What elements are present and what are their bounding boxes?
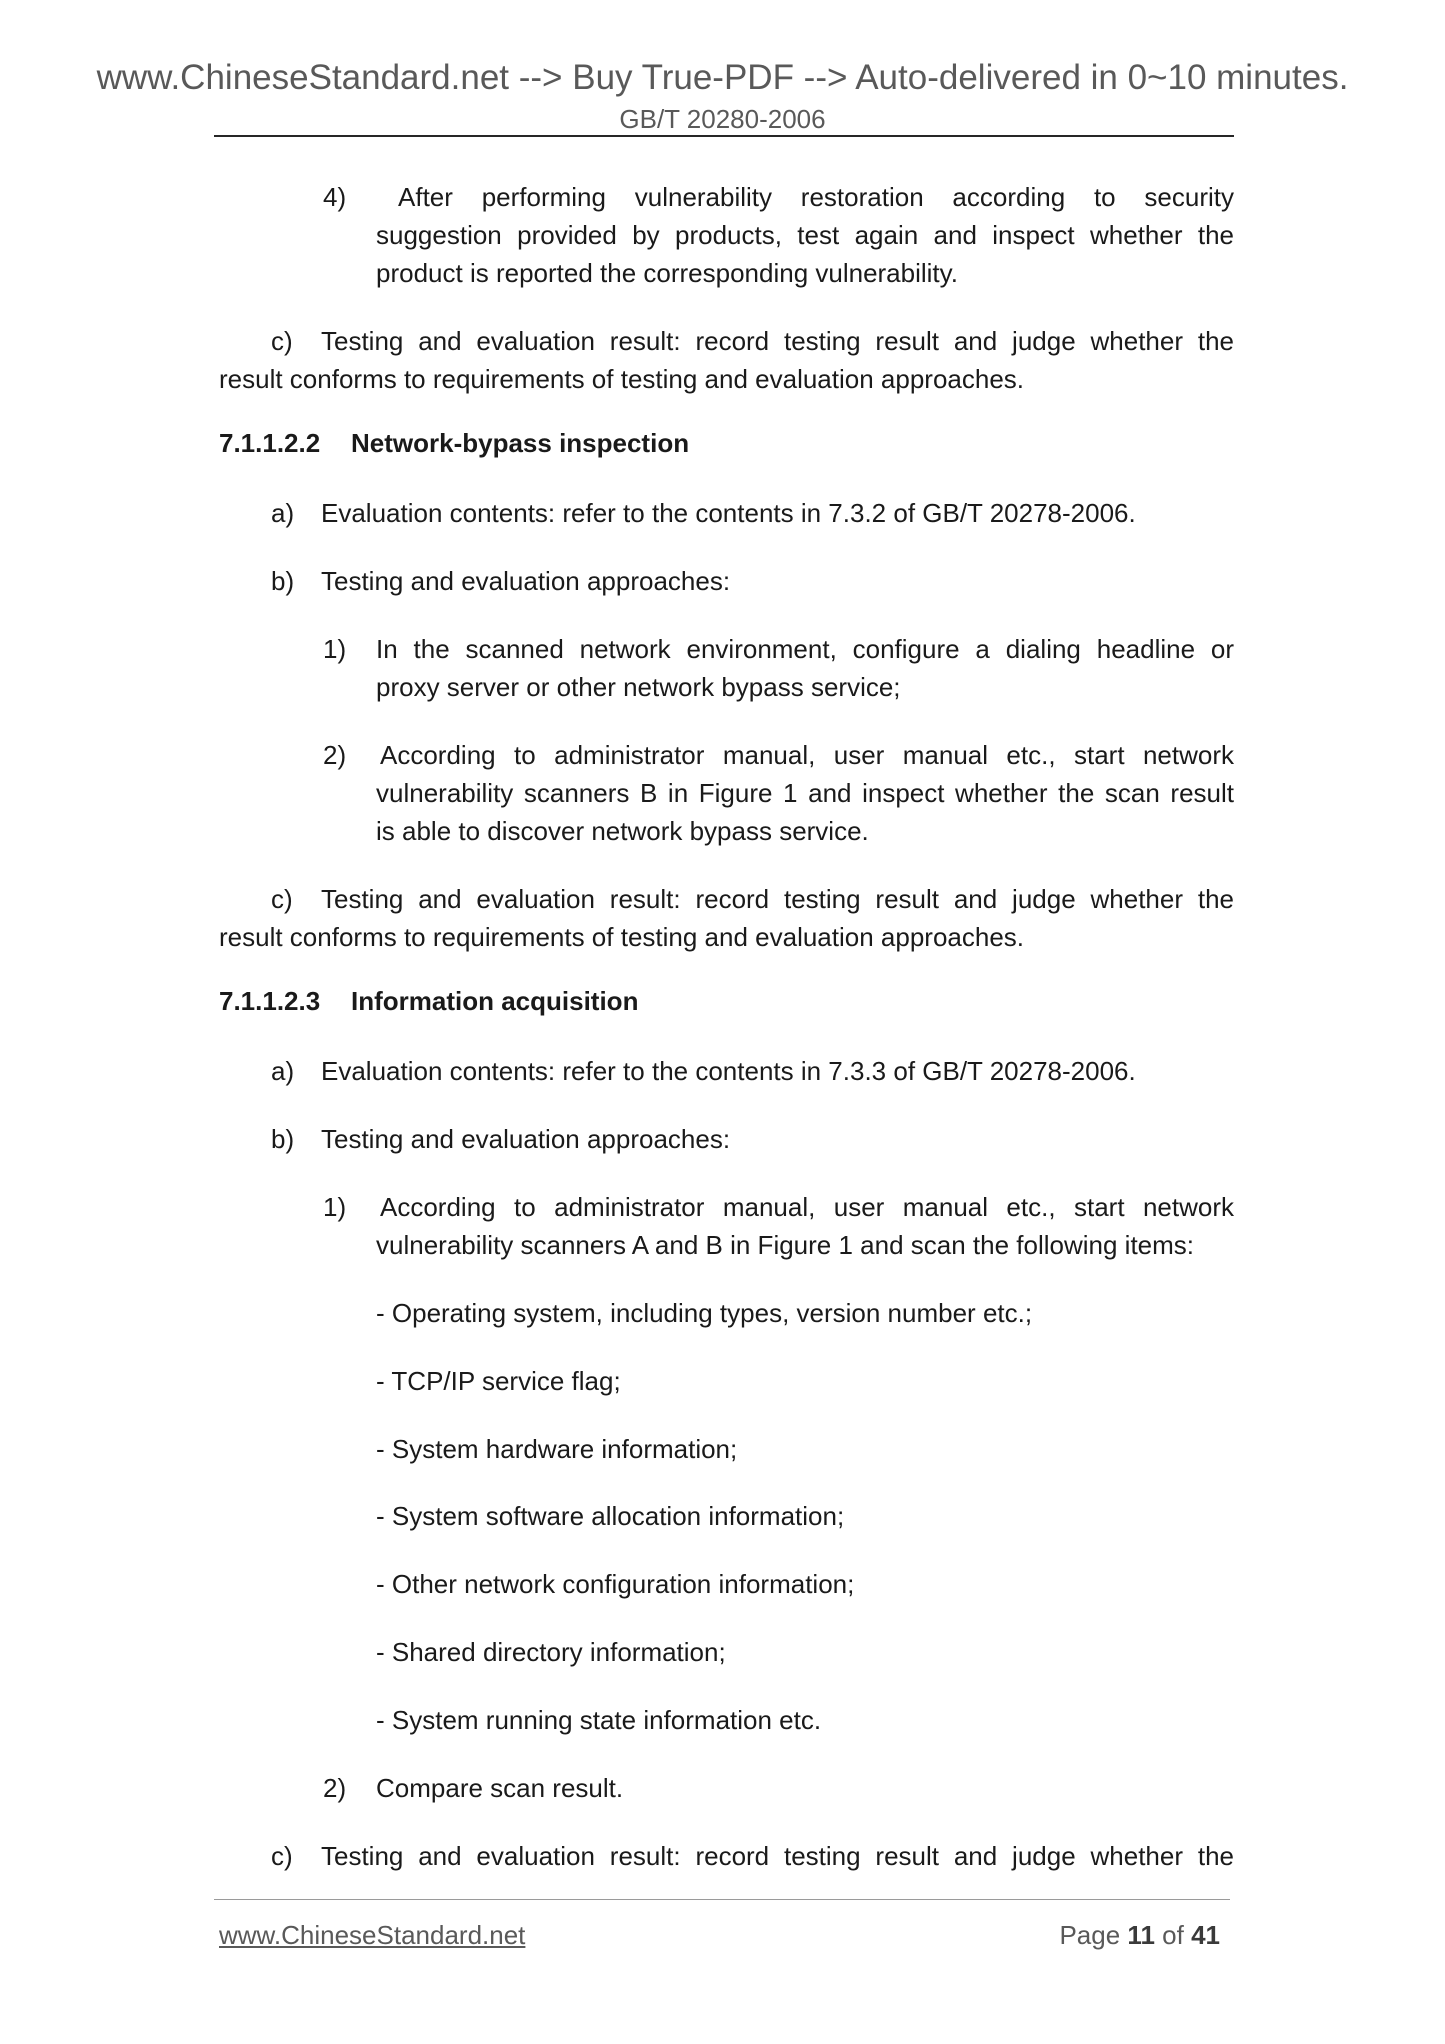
list-label: c) — [271, 884, 293, 914]
paragraph-line: Testing and evaluation approaches: — [321, 1124, 731, 1154]
paragraph-line: Testing and evaluation result: record testing result and judge whether the — [321, 326, 1234, 356]
bullet-item: - Operating system, including types, version number etc.; — [376, 1298, 1033, 1328]
paragraph-line: Evaluation contents: refer to the contents in 7.3.3 of GB/T 20278-2006. — [321, 1056, 1136, 1086]
list-label: c) — [271, 326, 293, 356]
section-heading — [219, 986, 638, 1017]
page-of: of — [1162, 1920, 1184, 1950]
bullet-item: - Shared directory information; — [376, 1637, 726, 1667]
paragraph-line: proxy server or other network bypass service; — [376, 672, 901, 702]
paragraph-line: vulnerability scanners B in Figure 1 and inspect whether the scan result — [376, 778, 1234, 808]
list-number: 2) — [323, 740, 347, 770]
paragraph-line: Evaluation contents: refer to the contents in 7.3.2 of GB/T 20278-2006. — [321, 498, 1136, 528]
paragraph-line: result conforms to requirements of testing and evaluation approaches. — [219, 364, 1025, 394]
header-banner[interactable]: www.ChineseStandard.net --> Buy True-PDF --> Auto-delivered in 0~10 minutes. — [96, 58, 1349, 97]
paragraph-line: result conforms to requirements of testing and evaluation approaches. — [219, 922, 1025, 952]
paragraph-line: is able to discover network bypass service. — [376, 816, 869, 846]
list-label: a) — [271, 498, 295, 528]
bullet-item: - Other network configuration information; — [376, 1569, 855, 1599]
list-label: b) — [271, 1124, 295, 1154]
list-number: 2) — [323, 1773, 347, 1803]
section-heading — [219, 428, 689, 459]
section-number: 7.1.1.2.2 — [219, 428, 321, 458]
paragraph-line: Testing and evaluation approaches: — [321, 566, 731, 596]
paragraph-line: Compare scan result. — [376, 1773, 624, 1803]
bullet-item: - System hardware information; — [376, 1434, 738, 1464]
list-label: a) — [271, 1056, 295, 1086]
bullet-item: - System running state information etc. — [376, 1705, 822, 1735]
paragraph-line: Testing and evaluation result: record testing result and judge whether the — [321, 884, 1234, 914]
paragraph-line: Testing and evaluation result: record testing result and judge whether the — [321, 1841, 1234, 1871]
page-total: 41 — [1191, 1920, 1220, 1950]
list-number: 1) — [323, 1192, 347, 1222]
section-number: 7.1.1.2.3 — [219, 986, 321, 1016]
paragraph-line: vulnerability scanners A and B in Figure 1 and scan the following items: — [376, 1230, 1195, 1260]
paragraph-line: According to administrator manual, user manual etc., start network — [380, 1192, 1234, 1222]
standard-number: GB/T 20280-2006 — [619, 104, 826, 134]
list-label: b) — [271, 566, 295, 596]
bullet-item: - System software allocation information; — [376, 1501, 845, 1531]
paragraph-line: According to administrator manual, user manual etc., start network — [380, 740, 1234, 770]
list-label: c) — [271, 1841, 293, 1871]
paragraph-line: product is reported the corresponding vulnerability. — [376, 258, 958, 288]
paragraph-line: After performing vulnerability restoration according to security — [398, 182, 1234, 212]
section-title: Information acquisition — [351, 986, 639, 1016]
page-current: 11 — [1127, 1920, 1155, 1950]
section-title: Network-bypass inspection — [351, 428, 690, 458]
bullet-item: - TCP/IP service flag; — [376, 1366, 621, 1396]
footer-divider — [214, 1899, 1230, 1900]
header-divider — [214, 135, 1234, 137]
paragraph-line: In the scanned network environment, configure a dialing headline or — [376, 634, 1234, 664]
list-number: 1) — [323, 634, 347, 664]
page-indicator — [1059, 1920, 1220, 1951]
page-prefix: Page — [1059, 1920, 1121, 1950]
list-number: 4) — [323, 182, 347, 212]
footer-link[interactable]: www.ChineseStandard.net — [219, 1920, 526, 1950]
paragraph-line: suggestion provided by products, test again and inspect whether the — [376, 220, 1234, 250]
